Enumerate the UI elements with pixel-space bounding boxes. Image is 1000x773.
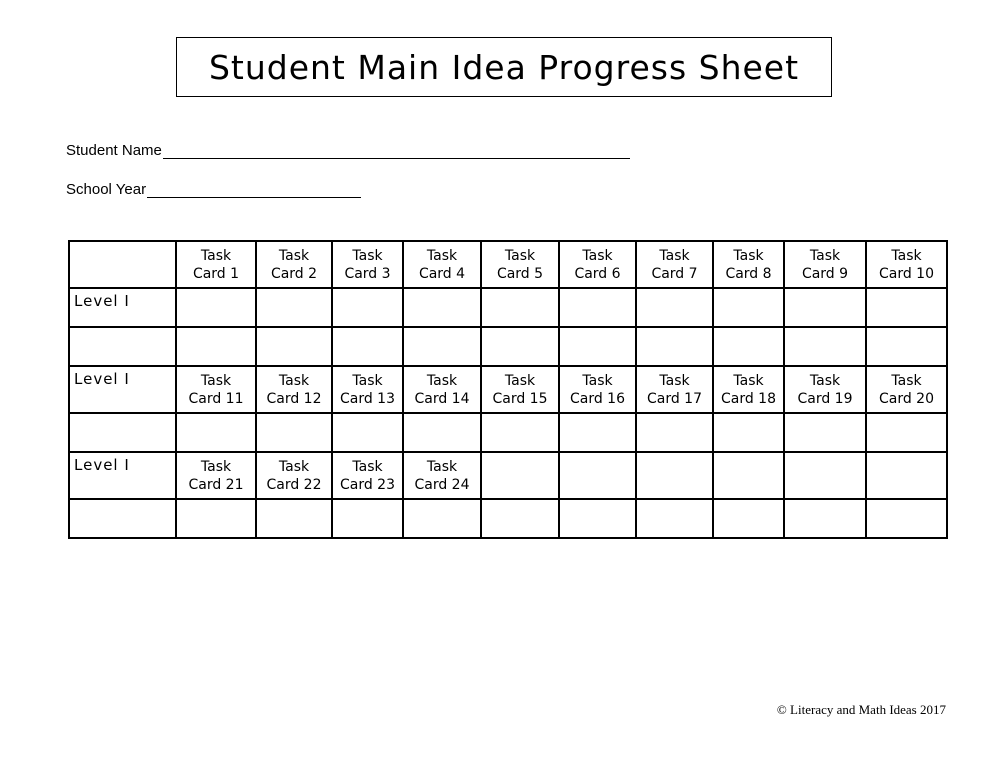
score-cell[interactable] [713,327,784,366]
task-word: Task [426,247,458,264]
page-title: Student Main Idea Progress Sheet [208,47,800,87]
task-card-header [256,452,332,499]
task-card-header [256,241,332,288]
empty-cell[interactable] [636,452,713,499]
card-number: Card 9 [801,265,849,282]
score-cell[interactable] [176,413,256,452]
task-word: Task [504,247,536,264]
school-year-label: School Year [66,181,147,198]
task-word: Task [352,247,383,264]
score-cell[interactable] [559,499,636,538]
score-cell[interactable] [481,288,559,327]
table-row [69,241,947,288]
score-cell[interactable] [176,499,256,538]
table-row [69,499,947,538]
card-number: Card 3 [344,265,391,282]
task-card-header [256,366,332,413]
score-cell[interactable] [332,499,403,538]
task-word: Task [733,372,764,389]
row-label: Level I [69,366,176,413]
task-word: Task [278,458,310,475]
score-cell[interactable] [481,413,559,452]
task-word: Task [891,247,922,264]
card-number: Card 2 [270,265,318,282]
empty-cell[interactable] [713,452,784,499]
score-cell[interactable] [332,288,403,327]
card-number: Card 14 [414,390,470,407]
score-cell[interactable] [332,413,403,452]
score-cell[interactable] [866,499,947,538]
student-name-label: Student Name [66,142,162,159]
school-year-field [66,181,361,198]
card-number: Card 24 [414,476,470,493]
score-cell[interactable] [866,413,947,452]
empty-cell[interactable] [866,452,947,499]
card-number: Card 20 [878,390,934,407]
score-cell[interactable] [403,413,481,452]
task-card-header [332,452,403,499]
card-number: Card 19 [797,390,853,407]
score-cell[interactable] [256,413,332,452]
score-cell[interactable] [481,499,559,538]
card-number: Card 12 [266,390,322,407]
task-card-header [559,366,636,413]
card-number: Card 4 [418,265,466,282]
task-card-header [636,241,713,288]
row-label: Level I [69,452,176,499]
card-number: Card 11 [188,390,244,407]
task-word: Task [809,247,841,264]
task-word: Task [426,372,458,389]
card-number: Card 17 [646,390,702,407]
title-box [176,37,832,97]
score-cell[interactable] [784,499,866,538]
table-row [69,452,947,499]
copyright-text: © Literacy and Math Ideas 2017 [776,702,946,717]
score-cell[interactable] [403,288,481,327]
task-word: Task [200,247,232,264]
task-card-header [176,452,256,499]
task-card-header [332,366,403,413]
task-card-header [784,366,866,413]
score-cell[interactable] [636,327,713,366]
score-cell[interactable] [784,288,866,327]
student-name-line[interactable] [163,144,630,159]
task-word: Task [659,372,690,389]
task-card-header [481,366,559,413]
card-number: Card 16 [569,390,625,407]
task-card-header [176,366,256,413]
card-number: Card 7 [651,265,698,282]
task-word: Task [278,247,310,264]
task-word: Task [200,372,232,389]
score-cell[interactable] [784,327,866,366]
task-word: Task [352,458,383,475]
task-card-header [403,452,481,499]
task-word: Task [352,372,383,389]
score-cell[interactable] [559,288,636,327]
card-number: Card 23 [339,476,395,493]
empty-cell[interactable] [559,452,636,499]
task-card-header [866,366,947,413]
row-label: Level I [69,288,176,327]
task-word: Task [278,372,310,389]
score-cell[interactable] [176,327,256,366]
student-name-field [66,142,630,159]
task-card-header [403,241,481,288]
task-card-header [176,241,256,288]
card-number: Card 15 [492,390,548,407]
score-cell[interactable] [559,413,636,452]
task-word: Task [504,372,536,389]
score-cell[interactable] [559,327,636,366]
table-row [69,366,947,413]
score-cell[interactable] [713,413,784,452]
progress-table [68,240,948,539]
row-label [69,499,176,538]
table-row [69,327,947,366]
task-word: Task [809,372,841,389]
row-label [69,241,176,288]
task-card-header [713,241,784,288]
score-cell[interactable] [176,288,256,327]
task-card-header [403,366,481,413]
school-year-line[interactable] [147,183,361,198]
task-card-header [559,241,636,288]
card-number: Card 1 [192,265,240,282]
card-number: Card 6 [574,265,621,282]
task-card-header [332,241,403,288]
task-word: Task [426,458,458,475]
card-number: Card 21 [188,476,244,493]
task-word: Task [733,247,764,264]
card-number: Card 10 [878,265,934,282]
empty-cell[interactable] [481,452,559,499]
task-card-header [713,366,784,413]
row-label [69,327,176,366]
score-cell[interactable] [713,288,784,327]
score-cell[interactable] [636,499,713,538]
score-cell[interactable] [713,499,784,538]
score-cell[interactable] [636,413,713,452]
task-card-header [636,366,713,413]
score-cell[interactable] [784,413,866,452]
score-cell[interactable] [403,499,481,538]
task-word: Task [200,458,232,475]
card-number: Card 8 [725,265,772,282]
task-word: Task [582,247,613,264]
score-cell[interactable] [866,288,947,327]
row-label [69,413,176,452]
score-cell[interactable] [481,327,559,366]
task-word: Task [891,372,922,389]
score-cell[interactable] [866,327,947,366]
card-number: Card 22 [266,476,322,493]
table-row [69,413,947,452]
task-word: Task [659,247,690,264]
table-row [69,288,947,327]
score-cell[interactable] [256,499,332,538]
score-cell[interactable] [403,327,481,366]
empty-cell[interactable] [784,452,866,499]
card-number: Card 13 [339,390,395,407]
score-cell[interactable] [256,327,332,366]
task-card-header [784,241,866,288]
score-cell[interactable] [332,327,403,366]
task-word: Task [582,372,613,389]
score-cell[interactable] [256,288,332,327]
card-number: Card 5 [496,265,544,282]
task-card-header [866,241,947,288]
card-number: Card 18 [720,390,776,407]
score-cell[interactable] [636,288,713,327]
task-card-header [481,241,559,288]
